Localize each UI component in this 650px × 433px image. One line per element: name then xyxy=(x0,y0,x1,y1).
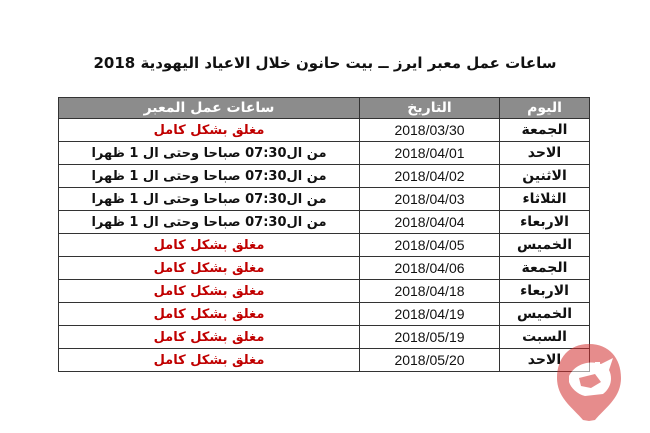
cell-hours-open: من ال07:30 صباحا وحتى ال 1 ظهرا xyxy=(59,165,360,188)
table-row xyxy=(59,211,590,234)
header-hours: ساعات عمل المعبر xyxy=(59,98,360,119)
table-row xyxy=(59,142,590,165)
cell-day: الاربعاء xyxy=(500,211,590,234)
cell-date: 2018/04/18 xyxy=(360,280,500,303)
cell-hours-closed: مغلق بشكل كامل xyxy=(59,303,360,326)
cell-date: 2018/03/30 xyxy=(360,119,500,142)
cell-hours-open: من ال07:30 صباحا وحتى ال 1 ظهرا xyxy=(59,142,360,165)
table-row xyxy=(59,188,590,211)
cell-day: الاحد xyxy=(500,142,590,165)
table-row xyxy=(59,257,590,280)
header-day: اليوم xyxy=(500,98,590,119)
cell-day: الثلاثاء xyxy=(500,188,590,211)
cell-date: 2018/04/19 xyxy=(360,303,500,326)
document-title: ساعات عمل معبر ايرز ــ بيت حانون خلال الاعياد اليهودية 2018 xyxy=(93,54,557,72)
cell-hours-closed: مغلق بشكل كامل xyxy=(59,234,360,257)
crossing-hours-table xyxy=(58,97,590,372)
cell-hours-closed: مغلق بشكل كامل xyxy=(59,326,360,349)
cell-day: الجمعة xyxy=(500,257,590,280)
cell-date: 2018/04/05 xyxy=(360,234,500,257)
cell-hours-closed: مغلق بشكل كامل xyxy=(59,119,360,142)
cell-hours-open: من ال07:30 صباحا وحتى ال 1 ظهرا xyxy=(59,211,360,234)
table-row xyxy=(59,165,590,188)
cell-day: الاربعاء xyxy=(500,280,590,303)
table-row xyxy=(59,119,590,142)
cell-date: 2018/04/01 xyxy=(360,142,500,165)
cell-day: الاحد xyxy=(500,349,590,372)
table-row xyxy=(59,234,590,257)
table-header-row xyxy=(59,98,590,119)
table-row xyxy=(59,280,590,303)
cell-date: 2018/05/19 xyxy=(360,326,500,349)
table-row xyxy=(59,303,590,326)
cell-day: الاثنين xyxy=(500,165,590,188)
header-date: التاريخ xyxy=(360,98,500,119)
table-row xyxy=(59,326,590,349)
cell-date: 2018/04/04 xyxy=(360,211,500,234)
cell-hours-closed: مغلق بشكل كامل xyxy=(59,280,360,303)
cell-hours-closed: مغلق بشكل كامل xyxy=(59,257,360,280)
cell-day: الجمعة xyxy=(500,119,590,142)
cell-hours-closed: مغلق بشكل كامل xyxy=(59,349,360,372)
table-row xyxy=(59,349,590,372)
cell-date: 2018/05/20 xyxy=(360,349,500,372)
cell-date: 2018/04/02 xyxy=(360,165,500,188)
cell-day: الخميس xyxy=(500,303,590,326)
cell-date: 2018/04/06 xyxy=(360,257,500,280)
cell-hours-open: من ال07:30 صباحا وحتى ال 1 ظهرا xyxy=(59,188,360,211)
cell-date: 2018/04/03 xyxy=(360,188,500,211)
watermark-logo-icon xyxy=(555,342,623,422)
cell-day: السبت xyxy=(500,326,590,349)
cell-day: الخميس xyxy=(500,234,590,257)
